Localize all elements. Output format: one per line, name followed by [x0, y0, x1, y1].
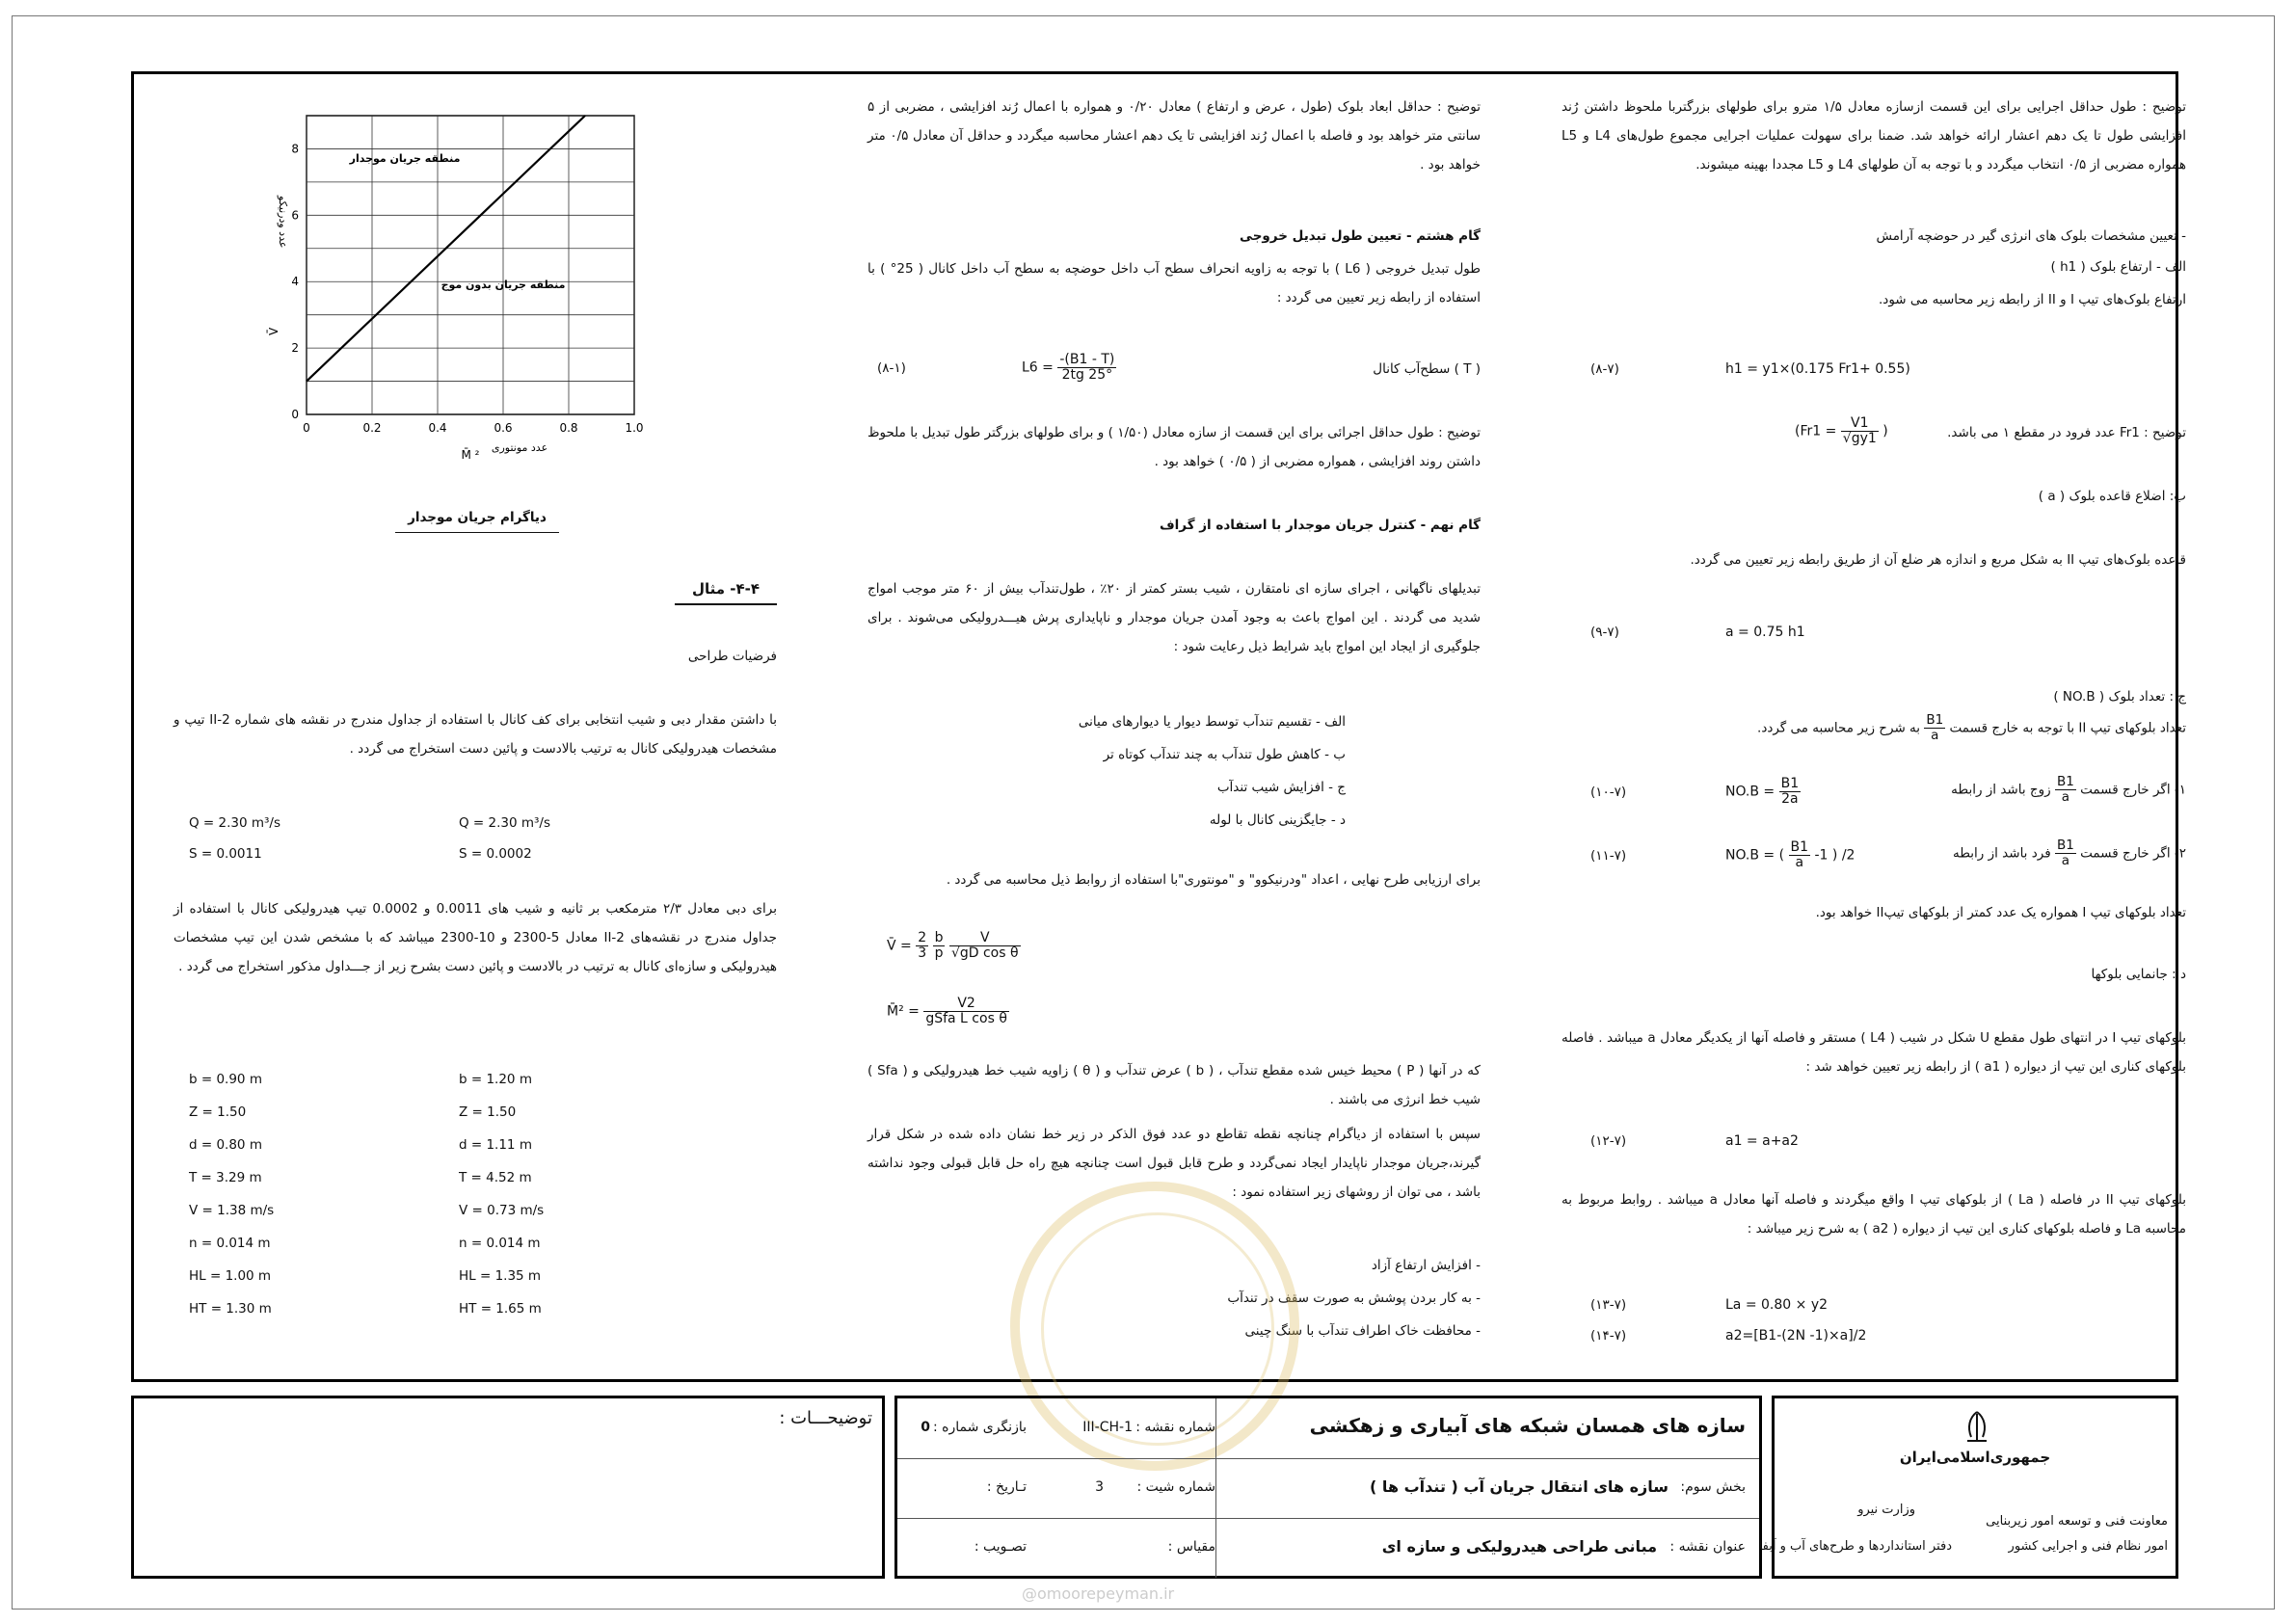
x-tick-label: 0	[303, 421, 310, 435]
equation-9-7: a = 0.75 h1	[1725, 625, 1805, 640]
org-technical: امور نظام فنی و اجرایی کشور	[2008, 1539, 2168, 1554]
downstream-discharge: Q = 2.30 m³/s	[189, 815, 281, 831]
equation-vedernikov: V̄ = $\frac{2}{3}$ $\frac{b}{p}$ $\frac{V}{\text{√gD cos θ}}$	[887, 930, 1019, 961]
canal-width-label: ( T ) سطح‌آب کانال	[1373, 361, 1481, 377]
example-intro: با داشتن مقدار دبی و شیب انتخابی برای کف کانال با استفاده از جداول مندرج در نقشه های شماره II-2 تیپ و مشخصات هیدرولیکی کانال به ترتیب بالادست و پائین دست استخراج می گردد .	[174, 712, 777, 757]
list-item: د - جایگزینی کانال با لوله	[1209, 812, 1346, 828]
parameter-value: HT = 1.30 m	[189, 1301, 272, 1317]
equation-12-7-number: (۱۲-۷)	[1590, 1133, 1627, 1149]
mitigation-list	[868, 705, 1481, 837]
x-tick-label: 1.0	[625, 421, 644, 435]
revision-number: 0	[921, 1420, 930, 1435]
x-axis-symbol: M̄ ²	[461, 448, 480, 462]
y-axis-symbol: V̄	[267, 327, 280, 335]
step-8-desc: طول تبدیل خروجی ( L6 ) با توجه به زاویه انحراف سطح آب داخل حوضچه به سطح آب داخل کانال ( 25° ) با استفاده از رابطه زیر تعیین می گردد :	[868, 261, 1481, 306]
design-assumptions: فرضیات طراحی	[687, 649, 777, 664]
list-item: - افزایش ارتفاع آزاد	[1371, 1258, 1481, 1273]
x-tick-label: 0.2	[362, 421, 382, 435]
type-two-layout-desc: بلوکهای تیپ II در فاصله ( La ) از بلوکهای تیپ I واقع میگردند و فاصله آنها معادل a میباشد . روابط مربوط به محاسبه La و فاصله بلوکهای کناری این تیپ از دیواره ( a2 ) به شرح زیر میباشد :	[1562, 1192, 2186, 1237]
block-layout-desc: بلوکهای تیپ I در انتهای طول مقطع U شکل در شیب ( L4 ) مستقر و فاصله آنها از یکدیگر معادل a میباشد . فاصله بلوکهای کناری این تیپ از دیواره ( a1 ) از رابطه زیر تعیین خواهد شد :	[1562, 1030, 2186, 1075]
parameter-value: T = 3.29 m	[189, 1170, 262, 1185]
list-item: - محافظت خاک اطراف تندآب با سنگ چینی	[1244, 1323, 1481, 1339]
drawing-title: مبانی طراحی هیدرولیکی و سازه ای	[1381, 1537, 1657, 1556]
x-tick-label: 0.4	[428, 421, 447, 435]
scale-label: مقیاس :	[1167, 1539, 1215, 1555]
region-lower-label: منطقه جریان بدون موج	[441, 279, 566, 292]
right-block-base-desc: قاعده بلوک‌های تیپ II به شکل مربع و اندازه هر ضلع آن از طریق رابطه زیر تعیین می گردد.	[1690, 552, 2186, 568]
list-item: - به کار بردن پوشش به صورت سقف در تندآب	[1227, 1290, 1481, 1306]
mid-variables-desc: که در آنها ( P ) محیط خیس شده مقطع تندآب ، ( b ) عرض تندآب و ( θ ) زاویه شیب خط هیدرولیکی و ( Sfa ) شیب خط انرژی می باشند .	[868, 1063, 1481, 1107]
country-name: جمهوری‌اسلامی‌ایران	[1899, 1449, 2051, 1466]
froude-formula: (Fr1 = $\frac{V1}{√gy1}$ )	[1795, 415, 1888, 446]
diagram-caption: دیاگرام جریان موجدار	[395, 503, 559, 533]
watermark-handle: @omoorepeyman.ir	[1022, 1584, 1175, 1603]
mid-note-1: توضیح : حداقل ابعاد بلوک (طول ، عرض و ارتفاع ) معادل ۰/۲۰ و همواره با اعمال رُند افزایشی ، مضربی از ۵ سانتی متر خواهد بود و فاصله با اعمال رُند افزایشی تا یک دهم اعشار محاسبه میگردد و حداقل آن معادل ۰/۵ متر خواهد بود .	[868, 99, 1482, 173]
drawing-title-label: عنوان نقشه :	[1669, 1539, 1746, 1555]
right-note-1: توضیح : طول حداقل اجرایی برای این قسمت ازسازه معادل ۱/۵ مترو برای طولهای بزرگتربا ملحوظ داشتن رُند افزایشی طول تا یک دهم اعشار ارائه خواهد شد. ضمنا برای سهولت عملیات اجرایی مجموع طول‌های L4 و L5 همواره مضربی از ۰/۵ انتخاب میگردد و با توجه به آن طولهای L4 و L5 مجددا بهینه میشوند.	[1562, 99, 2186, 173]
block-layout-heading: د : جانمایی بلوکها	[2091, 967, 2186, 982]
sheet-number-label: شماره شیت :	[1136, 1479, 1215, 1495]
mid-note-2: توضیح : طول حداقل اجرائی برای این قسمت از سازه معادل (۱/۵۰ ) و برای طولهای بزرگتر طول تبدیل با ملحوظ داشتن روند افزایشی ، همواره مضربی از ( ۰/۵ ) خواهد بود .	[868, 425, 1481, 469]
y-tick-label: 2	[291, 341, 299, 356]
parameter-value: HT = 1.65 m	[459, 1301, 542, 1317]
x-tick-label: 0.6	[494, 421, 513, 435]
region-upper-label: منطقه جریان موجدار	[349, 152, 461, 166]
org-ministry: وزارت نیرو	[1857, 1503, 1915, 1517]
equation-8-7: h1 = y1×(0.175 Fr1+ 0.55)	[1725, 361, 1910, 377]
step-9-desc: تبدیلهای ناگهانی ، اجرای سازه ای نامتقارن ، شیب بستر کمتر از ۲۰٪ ، طول‌تندآب بیش از ۶۰ متر موجب امواج شدید می گردند . این امواج باعث به وجود آمدن جریان موجدار و ناپایداری پرش هیـــدرولیکی می‌شوند . برای جلوگیری از ایجاد این امواج باید شرایط ذیل رعایت شود :	[868, 581, 1481, 654]
right-block-height: الف - ارتفاع بلوک ( h1 )	[2050, 259, 2186, 275]
revision-label: بازنگری شماره :	[932, 1420, 1027, 1435]
equation-13-7: La = 0.80 × y2	[1725, 1297, 1829, 1313]
parameter-value: d = 0.80 m	[189, 1137, 262, 1153]
equation-l6: L6 = $\frac{-(B1 - T)}{2tg 25^\circ}$	[1022, 352, 1115, 383]
y-tick-label: 8	[291, 142, 299, 156]
equation-14-7: a2=[B1-(2N -1)×a]/2	[1725, 1328, 1867, 1344]
equation-montuori: M̄² = $\frac{V2}{\text{gSfa L cos θ}}$	[887, 996, 1007, 1026]
equation-l6-number: (۸-۱)	[877, 360, 906, 376]
parameter-value: T = 4.52 m	[459, 1170, 532, 1185]
y-tick-label: 6	[291, 208, 299, 223]
y-axis-label: عدد ودرنیکو	[277, 196, 289, 249]
approval-label: تصـویب :	[974, 1539, 1027, 1555]
parameter-value: n = 0.014 m	[459, 1236, 541, 1251]
equation-10-7: NO.B = $\frac{B1}{2a}$	[1725, 776, 1800, 807]
sheet-number: 3	[1095, 1479, 1104, 1495]
equation-13-7-number: (۱۳-۷)	[1590, 1297, 1627, 1313]
parameter-value: V = 0.73 m/s	[459, 1203, 545, 1218]
list-item: ج - افزایش شیب تندآب	[1216, 780, 1346, 795]
parameter-value: V = 1.38 m/s	[189, 1203, 275, 1218]
right-block-count: ج : تعداد بلوک ( NO.B )	[2053, 689, 2186, 705]
org-standards-office: دفتر استانداردها و طرح‌های آب و آبفا	[1758, 1539, 1952, 1554]
part-label: بخش سوم:	[1680, 1479, 1746, 1495]
parameter-value: HL = 1.00 m	[189, 1268, 272, 1284]
froude-note: توضیح : Fr1 عدد فرود در مقطع ۱ می باشد.	[1947, 425, 2186, 440]
mid-diagram-usage: سپس با استفاده از دیاگرام چنانچه نقطه تقاطع دو عدد فوق الذکر در زیر خط نشان داده شده در شکل قرار گیرند،جریان موجدار ناپایدار ایجاد نمی‌گردد و طرح قابل قبول است چنانچه هیچ راه حل قابل قبولی وجود نداشته باشد ، می توان از روشهای زیر استفاده نمود :	[868, 1127, 1481, 1200]
equation-11-7: NO.B = ( $\frac{B1}{a}$ -1 ) /2	[1725, 839, 1855, 870]
step-8-heading: گام هشتم - تعیین طول تبدیل خروجی	[1240, 228, 1481, 244]
iran-emblem-icon	[1958, 1408, 1996, 1447]
right-block-count-desc: تعداد بلوکهای تیپ II با توجه به خارج قسمت $\frac{B1}{a}$ به شرح زیر محاسبه می گردد.	[1757, 712, 2186, 743]
parameter-value: n = 0.014 m	[189, 1236, 271, 1251]
parameter-value: HL = 1.35 m	[459, 1268, 542, 1284]
right-block-base: ب: اضلاع قاعده بلوک ( a )	[2038, 489, 2186, 504]
x-axis-label: عدد مونتوری	[491, 441, 548, 454]
equation-14-7-number: (۱۴-۷)	[1590, 1328, 1627, 1344]
equation-9-7-number: (۹-۷)	[1590, 625, 1619, 640]
parameter-value: b = 0.90 m	[189, 1072, 262, 1087]
parameter-value: b = 1.20 m	[459, 1072, 532, 1087]
y-tick-label: 4	[291, 275, 299, 289]
main-title: سازه های همسان شبکه های آبیاری و زهکشی	[1309, 1414, 1746, 1437]
part-value: سازه های انتقال جریان آب ( تندآب ها )	[1370, 1477, 1669, 1496]
example-type-desc: برای دبی معادل ۲/۳ مترمکعب بر ثانیه و شیب های 0.0011 و 0.0002 تیپ هیدرولیکی کانال با استفاده از جداول مندرج در نقشه‌های II-2 معادل 5-2300 و 10-2300 میباشد که با مشخص شدن این تیپ مشخصات هیدرولیکی و سازه‌ای کانال به ترتیب در بالادست و پائین دست بشرح زیر از جـــداول مذکور استخراج می گردد .	[174, 901, 778, 974]
upstream-discharge: Q = 2.30 m³/s	[459, 815, 551, 831]
type-one-count: تعداد بلوکهای تیپ I همواره یک عدد کمتر از بلوکهای تیپII خواهد بود.	[1815, 905, 2186, 920]
step-9-heading: گام نهم - کنترل جریان موجدار با استفاده از گراف	[1160, 518, 1481, 533]
organization-box	[1758, 1396, 2178, 1579]
downstream-slope: S = 0.0011	[189, 846, 262, 862]
diagram-chart	[260, 106, 665, 472]
drawing-number: III-CH-1	[1082, 1420, 1133, 1435]
org-deputy: معاونت فنی و توسعه امور زیربنایی	[1986, 1514, 2168, 1529]
x-tick-label: 0.8	[559, 421, 578, 435]
parameter-value: Z = 1.50	[459, 1104, 517, 1120]
drawing-number-label: شماره نقشه :	[1135, 1420, 1215, 1435]
equation-12-7: a1 = a+a2	[1725, 1133, 1799, 1149]
right-block-height-desc: ارتفاع بلوک‌های تیپ I و II از رابطه زیر محاسبه می شود.	[1879, 292, 2186, 307]
y-tick-label: 0	[291, 408, 299, 421]
example-section-title: ۴-۴- مثال	[675, 574, 777, 605]
right-heading-blocks: - تعیین مشخصات بلوک های انرژی گیر در حوضچه آرامش	[1876, 228, 2186, 244]
odd-case: ۲- اگر خارج قسمت $\frac{B1}{a}$ فرد باشد از رابطه	[1952, 838, 2186, 868]
equation-11-7-number: (۱۱-۷)	[1590, 848, 1627, 864]
notes-label: توضیحـــات :	[779, 1408, 872, 1428]
notes-box	[131, 1396, 885, 1579]
even-case: ۱- اگر خارج قسمت $\frac{B1}{a}$ زوج باشد از رابطه	[1951, 774, 2186, 805]
upstream-slope: S = 0.0002	[459, 846, 532, 862]
equation-8-7-number: (۸-۷)	[1590, 361, 1619, 377]
title-box	[894, 1396, 1762, 1579]
parameter-value: d = 1.11 m	[459, 1137, 532, 1153]
list-item: الف - تقسیم تندآب توسط دیوار یا دیوارهای میانی	[1078, 714, 1346, 730]
equation-10-7-number: (۱۰-۷)	[1590, 785, 1627, 800]
list-item: ب - کاهش طول تندآب به چند تندآب کوتاه تر	[1103, 747, 1346, 762]
date-label: تـاریخ :	[986, 1479, 1027, 1495]
mid-eval-desc: برای ارزیابی طرح نهایی ، اعداد "ودرنیکوو" و "مونتوری"با استفاده از روابط ذیل محاسبه می گردد .	[946, 872, 1481, 888]
parameter-value: Z = 1.50	[189, 1104, 247, 1120]
